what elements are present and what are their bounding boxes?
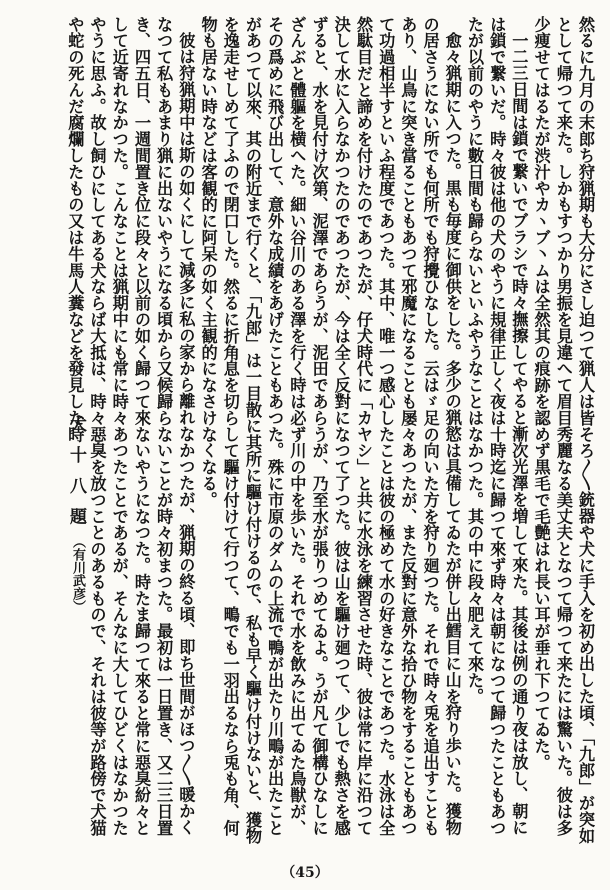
paragraph-4: 彼は狩猟期中は斯の如くにして減多に私の家から離れなかつたが、猟期の終る頃、即ち世間がほつ〳〵暖かくなつて私もあまり猟に出ないやうになる頃から又候歸らないことが時々初まつた。最初は一日置き、又二三日置き、四五日、一週間置き位に段々と以前の如く歸つて來ないやうになつた。時たま歸つて來ると常に惡臭紛々として近寄れなかつた。こんなことは猟期中にも常に時々あつたことであるが、そんなに大してひどくはなかつたやうに思ふ。故し飼ひにしてある犬ならば大抵は、時々惡臭を放つことのあるもので、それは彼等が路傍で犬猫や蛇の死んだ腐爛したもの又は牛馬人糞などを發見した時 [65, 16, 196, 836]
paragraph-1: 然るに九月の末郎ち狩猟期も大分にさし迫つて猟人は皆そろ〳〵銃器や犬に手入を初め出した頃、「九郎」が突如として帰つて来た。しかもすつかり男振を見違へて眉目秀麗なる美丈夫となつて帰つて来たには驚いた。彼は多少痩せてはるたが渋汁やカヽブ丶ムは全然其の痕跡を認めず黒毛で毛艶はれ長い耳が垂れ下つてゐた。 [531, 16, 595, 845]
page-number: （45） [281, 865, 329, 881]
author-name: （有川武彦） [70, 535, 85, 613]
section-heading: 犬 十 八 題 [66, 415, 86, 529]
paragraph-2: 一二三日間は鎖で繋いでブラシで時々撫擦してやると漸次光澤を増して來た。其後は例の通り夜は放し、朝には鎖で繋いだ。時々彼は他の犬のやうに規律正しく夜は十時迄に歸つて來ず時々は朝になつて歸つたこともあつたが以前のやうに數日間も歸らないといふやうなことはなかつた。其の中に段々肥えて來た。 [464, 16, 529, 836]
article-body [65, 16, 596, 846]
paragraph-3: 愈々猟期に入つた。黒も毎度に御供をした。多少の猟慾は具備してゐたが併し出鱈目に山を狩り歩いた。獲物の居さうにない所でも何所でも狩攪ひなした。云はゞ足の向いた方を狩り廻つた。それで時々兎を追出すこともあり、山鳥に突き當ることもあつて邪魔になることも屡々あつたが、また反對に意外な拾ひ物をすることもあつて功過相半すといふ程度であつた。其中、唯一つ感心したことは彼の極めて水の好きなことであつた。水泳は全然駄目だと諦めを付けたのであつたが、仔犬時代に「カヤシ」と共に水泳を練習させた時、彼は常に岸に沿つて決して水に入らなかつたのであつたが、今は全く反對になつて了つた。彼は山を驅け廻つて、少しでも熱さを感ずると、水を見付け次第、泥澤であらうが、泥田であらうが、乃至水が張りつめてゐよ。うが凡て御構ひなしにざんぶと體軀を横へた。細い谷川のある澤を行く時は必ず川の中を歩いた。それで水を飲みに出てゐた鳥獣が、その爲めに飛び出して、意外な成績をあげたこともあつた。殊に市原のダムの上流で鴨が出たり川鴫が出たことがあつて以來、其の附近まで行くと、「九郎」は一目散に其所に驅け付けるので、私も早く驅け付けないと、獲物を逸走せしめて了ふので閉口した。然るに折角息を切らして驅け付けて行つて、鴫でも一羽出るなら兎も角、何物も居ない時などは客観的に阿呆の如く主観的になさけなくなる。 [198, 16, 462, 845]
